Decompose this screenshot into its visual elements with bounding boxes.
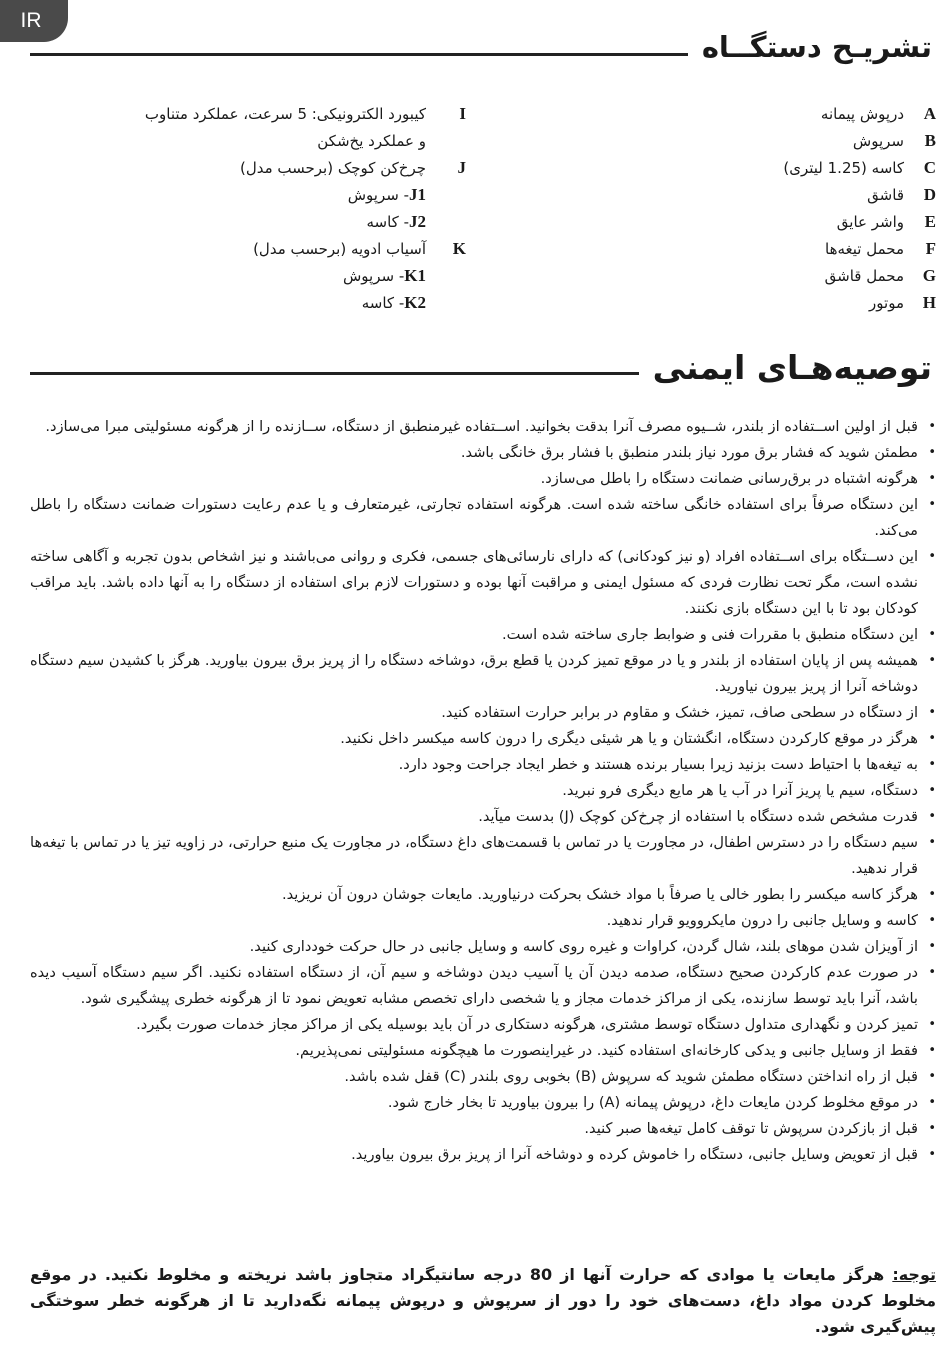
- safety-item: [30, 908, 936, 934]
- parts-list-right: [746, 100, 936, 316]
- safety-section-header: [30, 348, 932, 387]
- safety-item-text: هرگز در موقع کارکردن دستگاه، انگشتان و یا هر شیئی دیگری را درون کاسه میکسر داخل نکنید.: [340, 730, 918, 747]
- bullet-icon: •: [928, 497, 936, 512]
- safety-item: [30, 648, 936, 700]
- part-item: F محمل تیغه‌ها: [825, 238, 936, 258]
- safety-item: [30, 960, 936, 1012]
- safety-section-title: توصیه‌هـای ایمنی: [652, 348, 932, 387]
- part-item: J چرخ‌کن کوچک (برحسب مدل): [239, 157, 466, 177]
- safety-item: [30, 544, 936, 622]
- safety-item-text: از دستگاه در سطحی صاف، تمیز، خشک و مقاوم در برابر حرارت استفاده کنید.: [441, 704, 918, 721]
- safety-item: [30, 440, 936, 466]
- safety-item: [30, 1064, 936, 1090]
- safety-item: [30, 726, 936, 752]
- safety-item-text: قبل از بازکردن سرپوش تا توقف کامل تیغه‌ها صبر کنید.: [584, 1120, 918, 1137]
- safety-item-text: هرگز کاسه میکسر را بطور خالی یا صرفاً با مواد خشک بحرکت درنیاورید. مایعات جوشان درون آن نریزید.: [281, 886, 918, 903]
- language-badge: IR: [0, 0, 68, 42]
- part-item: C کاسه (1.25 لیتری): [783, 157, 936, 177]
- warning-note: [30, 1262, 936, 1340]
- bullet-icon: •: [928, 1147, 936, 1162]
- bullet-icon: •: [928, 757, 936, 772]
- safety-item: [30, 1038, 936, 1064]
- part-subitem: K2 - کاسه: [361, 292, 426, 312]
- safety-item: [30, 622, 936, 648]
- safety-item: [30, 492, 936, 544]
- bullet-icon: •: [928, 1069, 936, 1084]
- safety-item-text: کاسه و وسایل جانبی را درون مایکروویو قرار ندهید.: [606, 912, 918, 929]
- bullet-icon: •: [928, 965, 936, 980]
- header-rule: [30, 53, 688, 56]
- part-item: H موتور: [869, 292, 936, 312]
- bullet-icon: •: [928, 783, 936, 798]
- safety-item-text: سیم دستگاه را در دسترس اطفال، در مجاورت یا در تماس با قسمت‌های داغ دستگاه، در مجاورت یک منبع حرارتی، در زاویه تیز یا در تماس با تیغه‌ها قرار ندهید.: [30, 834, 918, 877]
- part-item-continuation: و عملکرد یخ‌شکن: [317, 131, 426, 150]
- bullet-icon: •: [928, 731, 936, 746]
- safety-item-text: قدرت مشخص شده دستگاه با استفاده از چرخ‌کن کوچک (J) بدست میآید.: [478, 808, 918, 825]
- safety-item: [30, 882, 936, 908]
- safety-item: [30, 778, 936, 804]
- bullet-icon: •: [928, 1043, 936, 1058]
- bullet-icon: •: [928, 913, 936, 928]
- safety-item: [30, 804, 936, 830]
- part-subitem: J2 - کاسه: [366, 211, 426, 231]
- safety-item-text: این دستگاه منطبق با مقررات فنی و ضوابط جاری ساخته شده است.: [501, 626, 918, 643]
- bullet-icon: •: [928, 939, 936, 954]
- safety-item-text: فقط از وسایل جانبی و یدکی کارخانه‌ای استفاده کنید. در غیراینصورت ما هیچگونه مسئولیتی نمی‌پذیریم.: [295, 1042, 918, 1059]
- safety-item: [30, 1012, 936, 1038]
- part-item: E واشر عایق: [836, 211, 936, 231]
- bullet-icon: •: [928, 809, 936, 824]
- part-item: G محمل قاشق: [824, 265, 936, 285]
- bullet-icon: •: [928, 627, 936, 642]
- safety-item-text: در موقع مخلوط کردن مایعات داغ، درپوش پیمانه (A) را بیرون بیاورید تا بخار خارج شود.: [387, 1094, 918, 1111]
- safety-item-text: از آویزان شدن موهای بلند، شال گردن، کراوات و غیره روی کاسه و وسایل جانبی در حال حرکت خودداری کنید.: [249, 938, 918, 955]
- part-item: A درپوش پیمانه: [820, 103, 936, 123]
- safety-item: [30, 700, 936, 726]
- note-text: هرگز مایعات یا موادی که حرارت آنها از 80 درجه سانتیگراد متجاوز باشد نریخته و مخلوط نکنید. در موقع مخلوط کردن مواد داغ، دست‌های خود را دور از سرپوش و درپوش پیمانه نگه‌دارید تا از هرگونه خطر سوختگی پیش‌گیری شود.: [30, 1265, 936, 1336]
- safety-item: [30, 1090, 936, 1116]
- safety-item-text: هرگونه اشتباه در برق‌رسانی ضمانت دستگاه را باطل می‌سازد.: [540, 470, 918, 487]
- safety-item: [30, 752, 936, 778]
- bullet-icon: •: [928, 887, 936, 902]
- bullet-icon: •: [928, 549, 936, 564]
- safety-item: [30, 1116, 936, 1142]
- header-rule: [30, 372, 639, 375]
- part-item: D قاشق: [867, 184, 936, 204]
- safety-item-text: در صورت عدم کارکردن صحیح دستگاه، صدمه دیدن آن یا آسیب دیدن دوشاخه و سیم آن، از دستگاه استفاده نکنید. اگر سیم دستگاه آسیب دیده باشد، آنرا باید توسط سازنده، یکی از مراکز خدمات مجاز و یا شخصی دارای تخصص مشابه تعویض نمود تا از هرگونه خطری پیشگیری شود.: [30, 964, 918, 1007]
- bullet-icon: •: [928, 419, 936, 434]
- safety-item-text: قبل از راه انداختن دستگاه مطمئن شوید که سرپوش (B) بخوبی روی بلندر (C) قفل شده باشد.: [344, 1068, 918, 1085]
- safety-item: [30, 934, 936, 960]
- bullet-icon: •: [928, 1121, 936, 1136]
- bullet-icon: •: [928, 705, 936, 720]
- safety-item-text: این دستگاه صرفاً برای استفاده خانگی ساخته شده است. هرگونه استفاده تجارتی، غیرمتعارف و یا عدم رعایت دستورات ضمانت دستگاه را باطل می‌کند.: [30, 496, 918, 539]
- safety-item: [30, 466, 936, 492]
- bullet-icon: •: [928, 445, 936, 460]
- safety-item: [30, 830, 936, 882]
- bullet-icon: •: [928, 471, 936, 486]
- parts-list-left: [66, 100, 466, 316]
- note-label: توجه:: [892, 1265, 936, 1284]
- part-item: B سرپوش: [852, 130, 936, 150]
- safety-item-text: این دســتگاه برای اســتفاده افراد (و نیز کودکانی) که دارای نارسائی‌های جسمی، فکری و روانی می‌باشند و نیز اشخاص بدون تجربه و آگاهی ساخته نشده است، مگر تحت نظارت فردی که مسئول ایمنی و مراقبت آنها بوده و دستورات لازم برای استفاده از دستگاه را به آنها داده باشد. باید مراقب کودکان بود تا با این دستگاه بازی نکنند.: [30, 548, 918, 617]
- bullet-icon: •: [928, 653, 936, 668]
- bullet-icon: •: [928, 835, 936, 850]
- safety-item-text: قبل از تعویض وسایل جانبی، دستگاه را خاموش کرده و دوشاخه آنرا از پریز برق بیرون بیاورید.: [351, 1146, 918, 1163]
- device-section-title: تشریـح دستگــاه: [701, 30, 932, 64]
- safety-item: [30, 414, 936, 440]
- part-subitem: J1 - سرپوش: [347, 184, 426, 204]
- part-item: I کیبورد الکترونیکی: 5 سرعت، عملکرد متناوب: [144, 103, 466, 123]
- bullet-icon: •: [928, 1017, 936, 1032]
- safety-item-text: مطمئن شوید که فشار برق مورد نیاز بلندر منطبق با فشار برق خانگی باشد.: [460, 444, 918, 461]
- safety-item: [30, 1142, 936, 1168]
- device-section-header: [30, 30, 932, 64]
- part-subitem: K1 - سرپوش: [343, 265, 426, 285]
- safety-item-text: دستگاه، سیم یا پریز آنرا در آب یا هر مایع دیگری فرو نبرید.: [562, 782, 918, 799]
- part-item: K آسیاب ادویه (برحسب مدل): [253, 238, 466, 258]
- safety-item-text: به تیغه‌ها با احتیاط دست بزنید زیرا بسیار برنده هستند و خطر ایجاد جراحت وجود دارد.: [398, 756, 918, 773]
- safety-list: [30, 414, 936, 1168]
- safety-item-text: قبل از اولین اســتفاده از بلندر، شــیوه مصرف آنرا بدقت بخوانید. اســتفاده غیرمنطبق از دستگاه، ســازنده را از هرگونه مسئولیتی مبرا می‌سازد.: [45, 418, 918, 435]
- safety-item-text: همیشه پس از پایان استفاده از بلندر و یا در موقع تمیز کردن یا قطع برق، دوشاخه دستگاه را از پریز برق بیرون بیاورید. هرگز با کشیدن سیم دستگاه دوشاخه آنرا از پریز بیرون نیاورید.: [30, 652, 918, 695]
- safety-item-text: تمیز کردن و نگهداری متداول دستگاه توسط مشتری، هرگونه دستکاری در آن باید بوسیله یکی از مراکز مجاز خدمات صورت بگیرد.: [136, 1016, 918, 1033]
- bullet-icon: •: [928, 1095, 936, 1110]
